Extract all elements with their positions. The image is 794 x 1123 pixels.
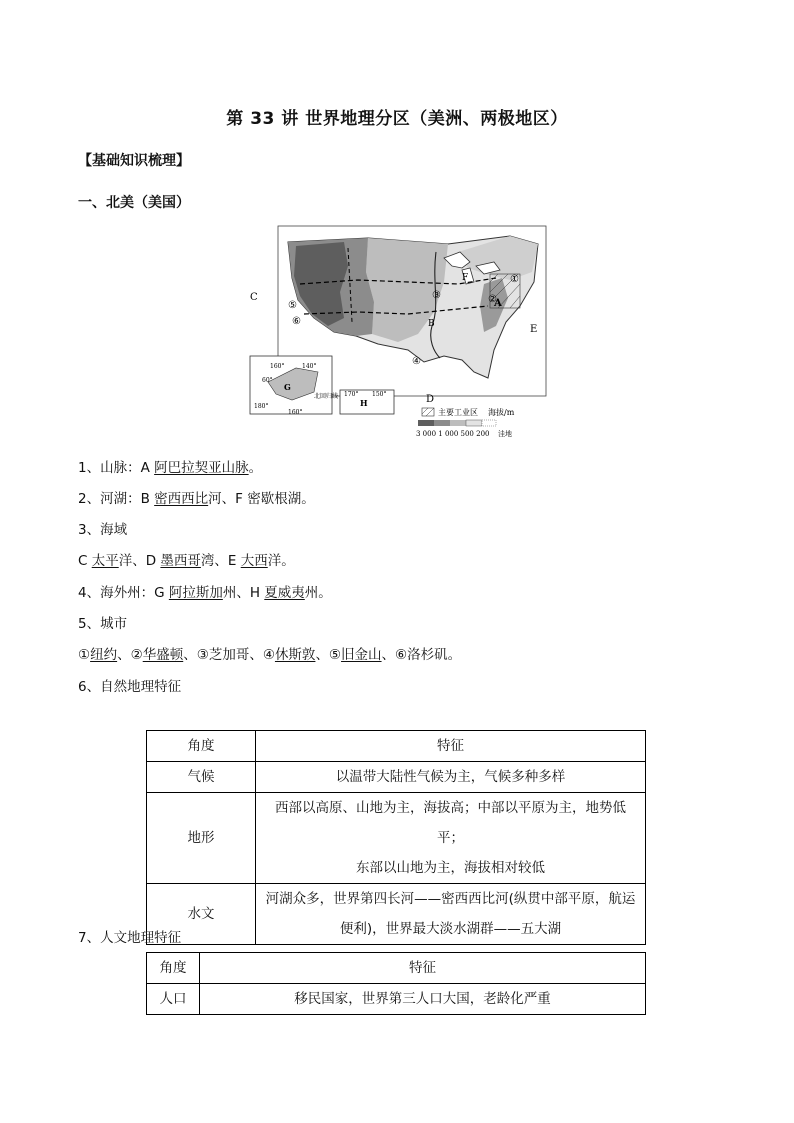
label-city2: ② <box>488 294 497 305</box>
svg-text:140°: 140° <box>302 363 317 370</box>
label-city3: ③ <box>432 290 441 301</box>
header-aspect: 角度 <box>147 953 200 984</box>
item-human-head: 7、人文地理特征 <box>78 930 182 946</box>
section-basic-knowledge: 【基础知识梳理】 <box>78 153 190 169</box>
table-row <box>147 884 646 945</box>
page-title: 第 33 讲 世界地理分区（美洲、两极地区） <box>226 109 568 129</box>
cell-aspect: 人口 <box>147 984 200 1015</box>
cell-aspect: 地形 <box>147 793 256 884</box>
item-mountain: 1、山脉：A 阿巴拉契亚山脉。 <box>78 460 263 476</box>
cell-aspect: 水文 <box>147 884 256 945</box>
table-row <box>147 731 646 762</box>
cell-aspect: 气候 <box>147 762 256 793</box>
natural-features-table <box>146 730 646 945</box>
cell-feature: 移民国家，世界第三人口大国，老龄化严重 <box>200 984 646 1015</box>
table-row <box>147 793 646 884</box>
header-feature: 特征 <box>256 731 646 762</box>
legend-altitude: 海拔/m <box>488 408 515 417</box>
label-a: A <box>494 298 502 309</box>
label-city4: ④ <box>412 356 421 367</box>
label-city1: ① <box>510 274 519 285</box>
table-row <box>147 762 646 793</box>
item-natural-head: 6、自然地理特征 <box>78 679 182 695</box>
svg-text:北回归线: 北回归线 <box>314 393 339 400</box>
label-b: B <box>428 319 435 329</box>
header-feature: 特征 <box>200 953 646 984</box>
svg-text:160°: 160° <box>270 363 285 370</box>
label-h: H <box>360 398 368 408</box>
label-city6: ⑥ <box>292 316 301 327</box>
svg-text:60°: 60° <box>262 377 273 384</box>
usa-map-figure <box>248 222 548 442</box>
table-row <box>147 953 646 984</box>
item-overseas: 4、海外州：G 阿拉斯加州、H 夏威夷州。 <box>78 585 332 601</box>
cell-feature: 西部以高原、山地为主，海拔高；中部以平原为主，地势低平； 东部以山地为主，海拔相对较低 <box>256 793 646 884</box>
legend-lowland: 洼地 <box>498 430 512 438</box>
item-river: 2、河湖：B 密西西比河、F 密歇根湖。 <box>78 491 315 507</box>
item-sea-head: 3、海域 <box>78 522 128 538</box>
label-c: C <box>250 292 258 303</box>
human-features-table <box>146 952 646 1015</box>
svg-text:170°: 170° <box>344 391 359 398</box>
label-e: E <box>530 324 538 335</box>
table-row <box>147 984 646 1015</box>
label-city5: ⑤ <box>288 300 297 311</box>
svg-text:180°: 180° <box>254 403 269 410</box>
svg-text:150°: 150° <box>372 391 387 398</box>
usa-map <box>248 222 548 442</box>
item-cities: ①纽约、②华盛顿、③芝加哥、④休斯敦、⑤旧金山、⑥洛杉矶。 <box>78 647 462 663</box>
item-sea: C 太平洋、D 墨西哥湾、E 大西洋。 <box>78 553 295 569</box>
header-aspect: 角度 <box>147 731 256 762</box>
item-city-head: 5、城市 <box>78 616 128 632</box>
label-g: G <box>284 382 291 392</box>
label-d: D <box>426 394 435 405</box>
svg-text:160°: 160° <box>288 409 303 416</box>
label-f: F <box>462 273 469 283</box>
cell-feature: 以温带大陆性气候为主，气候多种多样 <box>256 762 646 793</box>
legend-scale: 3 000 1 000 500 200 <box>416 430 490 438</box>
legend-industrial: 主要工业区 <box>438 408 478 417</box>
section-north-america: 一、北美（美国） <box>78 195 190 211</box>
cell-feature: 河湖众多，世界第四长河——密西西比河(纵贯中部平原，航运 便利)，世界最大淡水湖群——五大湖 <box>256 884 646 945</box>
